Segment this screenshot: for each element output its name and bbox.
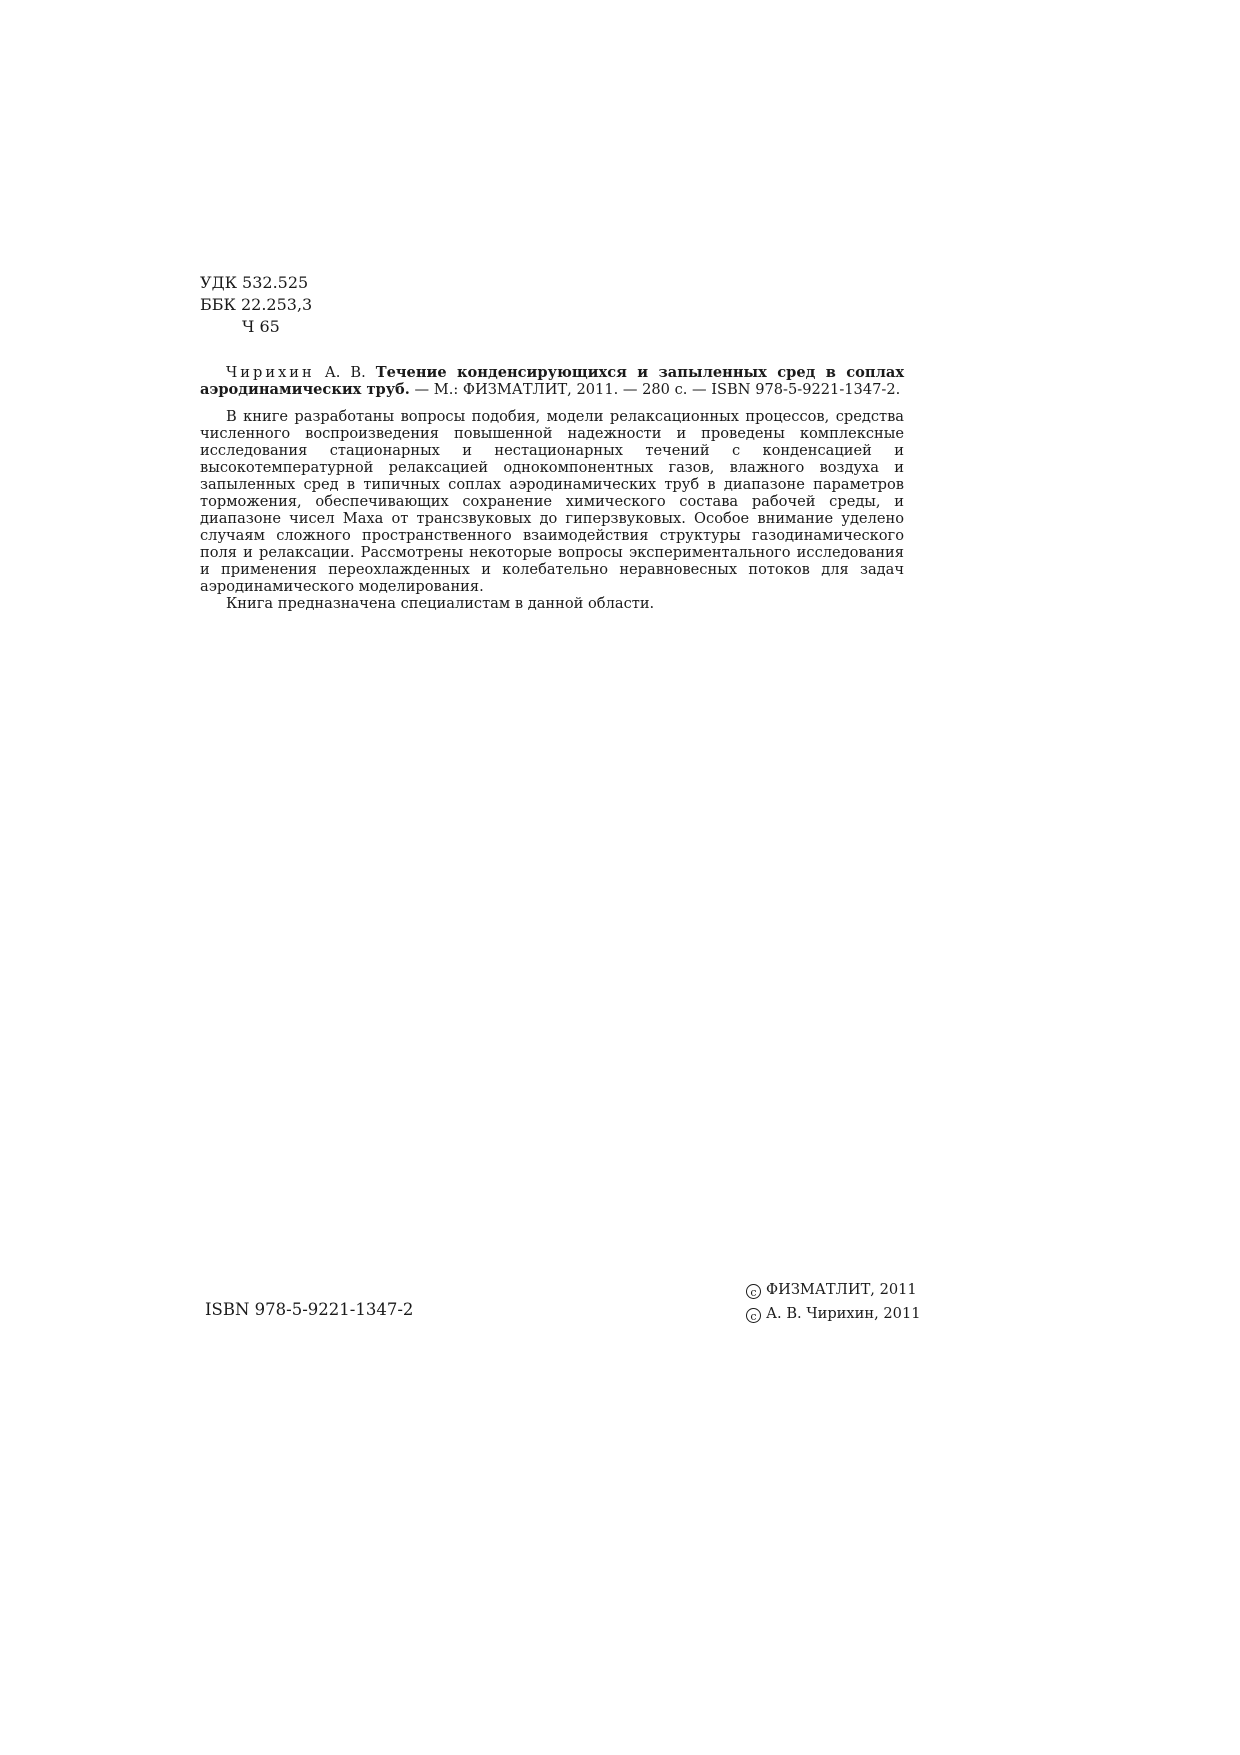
copyright-publisher: [746, 1278, 921, 1302]
citation-title: Течение конденсирующихся и запыленных сред в соплах аэродинамических труб.: [200, 364, 905, 398]
summary-paragraph: В книге разработаны вопросы подобия, модели релаксационных процессов, средства численного воспроизведения повышенной надежности и проведены комплексные исследования стационарных и нестационарных течений с конденсацией и высокотемпературной релаксацией однокомпонентных газов, влажного воздуха и запыленных сред в типичных соплах аэродинамических труб в диапазоне параметров торможения, обеспечивающих сохранение химического состава рабочей среды, и диапазоне чисел Маха от трансзвуковых до гиперзвуковых. Особое внимание уделено случаям сложного пространственного взаимодействия структуры газодинамического поля и релаксации. Рассмотрены некоторые вопросы экспериментального исследования и применения переохлажденных и колебательно неравновесных потоков для задач аэродинамического моделирования.: [200, 408, 904, 595]
citation-publication: — М.: ФИЗМАТЛИТ, 2011. — 280 с. — ISBN 978-5-9221-1347-2.: [414, 381, 901, 398]
copyright-author: [746, 1302, 921, 1326]
bbk-code: ББК 22.253,3: [200, 295, 313, 314]
copyright-author-text: А. В. Чирихин, 2011: [766, 1305, 921, 1322]
udc-code: УДК 532.525: [200, 273, 309, 292]
copyright-block: [746, 1278, 921, 1326]
citation-author: Чирихин: [226, 364, 315, 381]
bibliographic-citation: [200, 364, 904, 398]
copyright-publisher-text: ФИЗМАТЛИТ, 2011: [766, 1281, 917, 1298]
abstract-block: [200, 364, 904, 612]
isbn-footer: ISBN 978-5-9221-1347-2: [205, 1300, 414, 1319]
classification-block: [200, 272, 312, 338]
author-sign: Ч 65: [242, 317, 280, 336]
citation-initials: А. В.: [324, 364, 366, 381]
audience-paragraph: Книга предназначена специалистам в данной области.: [226, 595, 655, 612]
copyright-icon: c: [746, 1308, 761, 1323]
copyright-icon: c: [746, 1284, 761, 1299]
